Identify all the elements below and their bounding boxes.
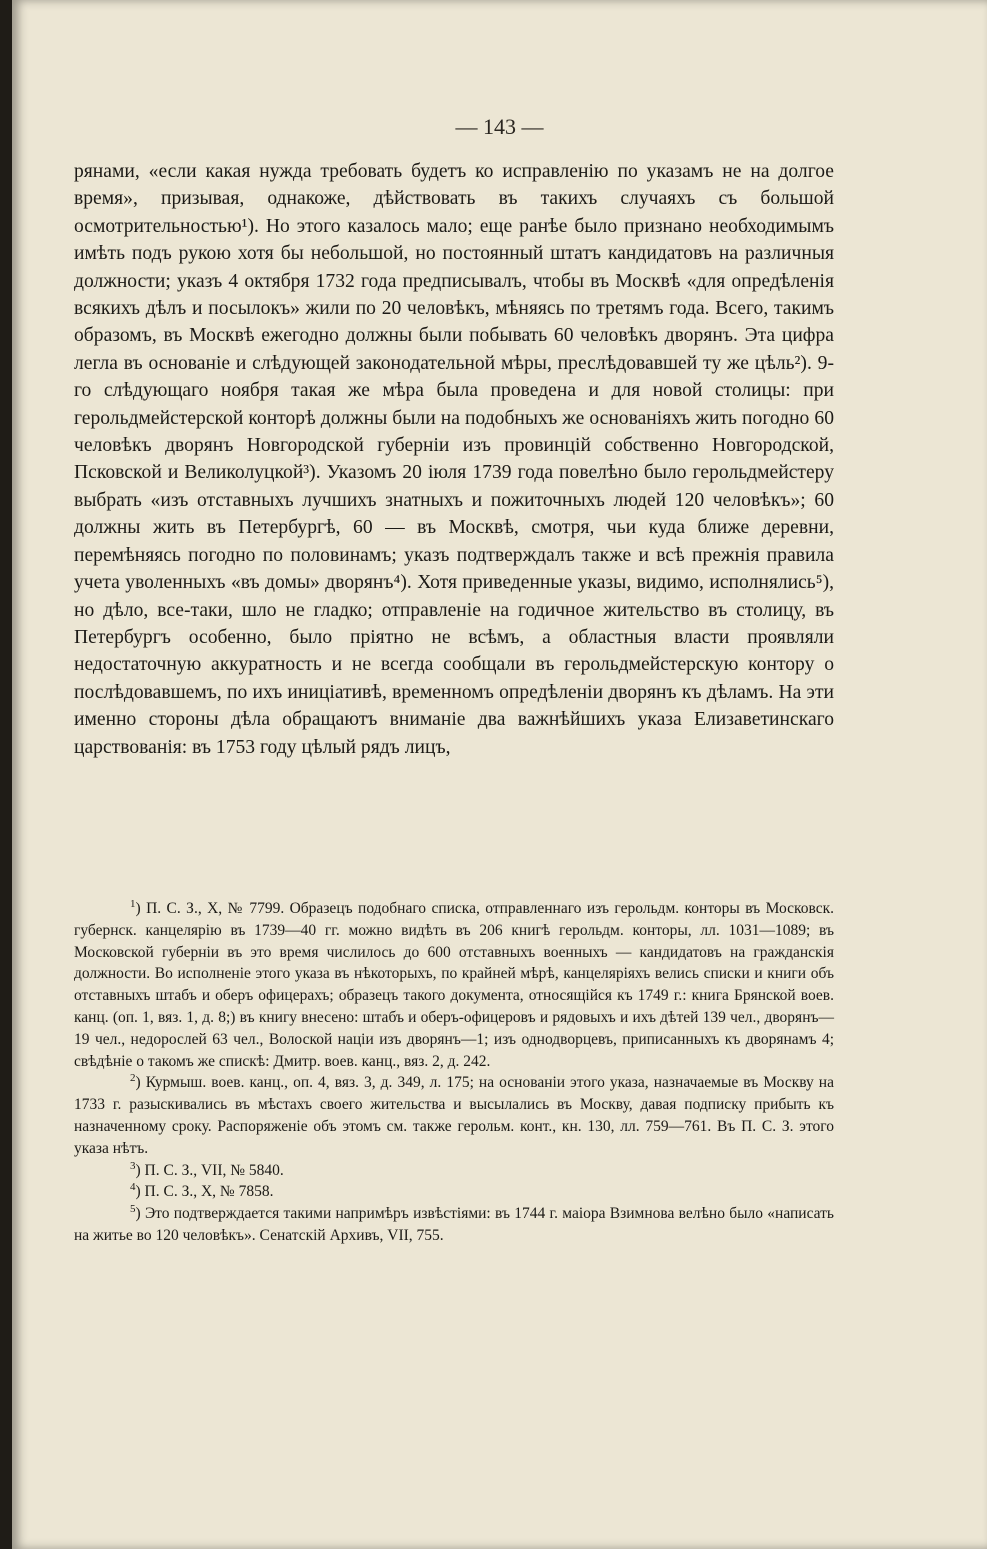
page-number: — 143 — xyxy=(455,114,544,139)
footnote-number: 3 xyxy=(130,1159,136,1172)
footnote-text: П. С. З., X, № 7799. Образецъ подобнаго списка, отправленнаго изъ герольдм. конторы въ Московск. губернск. канцелярію въ 1739—40 гг. можно видѣть въ 206 книгѣ герольдм. конторы, лл. 1031—1089; въ Московской губерніи въ это время числилось до 600 отставныхъ военныхъ — кандидатовъ на гражданскія должности. Во исполненіе этого указа въ нѣкоторыхъ, по крайней мѣрѣ, канцеляріяхъ велись списки и книги объ отставныхъ штабъ и оберъ офицерахъ; образецъ такого документа, относящійся къ 1749 г.: книга Брянской воев. канц. (оп. 1, вяз. 1, д. 8;) въ книгу внесено: штабъ и оберъ-офицеровъ и рядовыхъ и ихъ дѣтей 139 чел., дворянъ—19 чел., недорослей 63 чел., Волоской націи изъ дворянъ—1; изъ однодворцевъ, приписанныхъ къ дворянамъ 4; свѣдѣніе о такомъ же спискѣ: Дмитр. воев. канц., вяз. 2, д. 242. xyxy=(74,900,834,1070)
footnote-2: $^2$) Курмыш. воев. канц., оп. 4, вяз. 3, д. 349, л. 175; на основаніи этого указа, назначаемые въ Москву на 1733 г. разыскивались въ мѣстахъ своего жительства и высылались въ Москву, давая подписку прибыть къ назначенному сроку. Распоряженіе объ этомъ см. также герольм. конт., кн. 130, лл. 759—761. Въ П. С. З. этого указа нѣтъ. xyxy=(74,1072,834,1157)
footnote-number: 1 xyxy=(130,897,136,910)
footnote-text: П. С. З., X, № 7858. xyxy=(144,1183,274,1201)
main-text xyxy=(74,158,834,761)
book-page xyxy=(12,0,987,1549)
body-paragraph: рянами, «если какая нужда требовать будетъ ко исправленію по указамъ не на долгое время», призывая, однакоже, дѣйствовать въ такихъ случаяхъ съ большой осмотрительностью¹). Но этого казалось мало; еще ранѣе было признано необходимымъ имѣть подъ рукою хотя бы небольшой, но постоянный штатъ кандидатовъ на различныя должности; указъ 4 октября 1732 года предписывалъ, чтобы въ Москвѣ «для опредѣленія всякихъ дѣлъ и посылокъ» жили по 20 человѣкъ, мѣняясь по третямъ года. Всего, такимъ образомъ, въ Москвѣ ежегодно должны были побывать 60 человѣкъ дворянъ. Эта цифра легла въ основаніе и слѣдующей законодательной мѣры, преслѣдовавшей ту же цѣль²). 9-го слѣдующаго ноября такая же мѣра была проведена и для новой столицы: при герольдмейстерской конторѣ должны были на подобныхъ же основаніяхъ жить погодно 60 человѣкъ дворянъ Новгородской губерніи изъ провинцій собственно Новгородской, Псковской и Великолуцкой³). Указомъ 20 іюля 1739 года повелѣно было герольдмейстеру выбрать «изъ отставныхъ лучшихъ знатныхъ и пожиточныхъ людей 120 человѣкъ»; 60 должны жить въ Петербургѣ, 60 — въ Москвѣ, смотря, чьи куда ближе деревни, перемѣняясь погодно по половинамъ; указъ подтверждалъ также и всѣ прежнія правила учета уволенныхъ «въ домы» дворянъ⁴). Хотя приведенные указы, видимо, исполнялись⁵), но дѣло, все-таки, шло не гладко; отправленіе на годичное жительство въ столицу, въ Петербургъ особенно, было пріятно не всѣмъ, а областныя власти проявляли недостаточную аккуратность и не всегда сообщали въ герольдмейстерскую контору о послѣдовавшемъ, по ихъ иниціативѣ, временномъ опредѣленіи дворянъ къ дѣламъ. На эти именно стороны дѣла обращаютъ вниманіе два важнѣйшихъ указа Елизаветинскаго царствованія: въ 1753 году цѣлый рядъ лицъ, xyxy=(74,161,834,758)
footnote-number: 2 xyxy=(130,1072,136,1085)
footnote-text: Курмыш. воев. канц., оп. 4, вяз. 3, д. 349, л. 175; на основаніи этого указа, назначаемые въ Москву на 1733 г. разыскивались въ мѣстахъ своего жительства и высылались въ Москву, давая подписку прибыть къ назначенному сроку. Распоряженіе объ этомъ см. также герольм. конт., кн. 130, лл. 759—761. Въ П. С. З. этого указа нѣтъ. xyxy=(74,1074,834,1157)
footnote-text: П. С. З., VII, № 5840. xyxy=(144,1161,284,1179)
footnote-1: $^1$) П. С. З., X, № 7799. Образецъ подобнаго списка, отправленнаго изъ герольдм. конторы въ Московск. губернск. канцелярію въ 1739—40 гг. можно видѣть въ 206 книгѣ герольдм. конторы, лл. 1031—1089; въ Московской губерніи въ это время числилось до 600 отставныхъ военныхъ — кандидатовъ на гражданскія должности. Во исполненіе этого указа въ нѣкоторыхъ, по крайней мѣрѣ, канцеляріяхъ велись списки и книги объ отставныхъ штабъ и оберъ офицерахъ; образецъ такого документа, относящійся къ 1749 г.: книга Брянской воев. канц. (оп. 1, вяз. 1, д. 8;) въ книгу внесено: штабъ и оберъ-офицеровъ и рядовыхъ и ихъ дѣтей 139 чел., дворянъ—19 чел., недорослей 63 чел., Волоской націи изъ дворянъ—1; изъ однодворцевъ, приписанныхъ къ дворянамъ 4; свѣдѣніе о такомъ же спискѣ: Дмитр. воев. канц., вяз. 2, д. 242. xyxy=(74,897,834,1070)
footnote-4: $^4$) П. С. З., X, № 7858. xyxy=(130,1181,274,1201)
footnote-text: Это подтверждается такими напримѣръ извѣстіями: въ 1744 г. маіора Взимнова велѣно было «написать на житье во 120 человѣкъ». Сенатскій Архивъ, VII, 755. xyxy=(74,1205,834,1244)
footnotes xyxy=(74,898,834,1247)
footnote-number: 5 xyxy=(130,1203,136,1215)
footnote-5: $^5$) Это подтверждается такими напримѣръ извѣстіями: въ 1744 г. маіора Взимнова велѣно было «написать на житье во 120 человѣкъ». Сенатскій Архивъ, VII, 755. xyxy=(74,1203,834,1244)
footnote-number: 4 xyxy=(130,1181,136,1194)
footnote-3: $^3$) П. С. З., VII, № 5840. xyxy=(130,1159,284,1179)
